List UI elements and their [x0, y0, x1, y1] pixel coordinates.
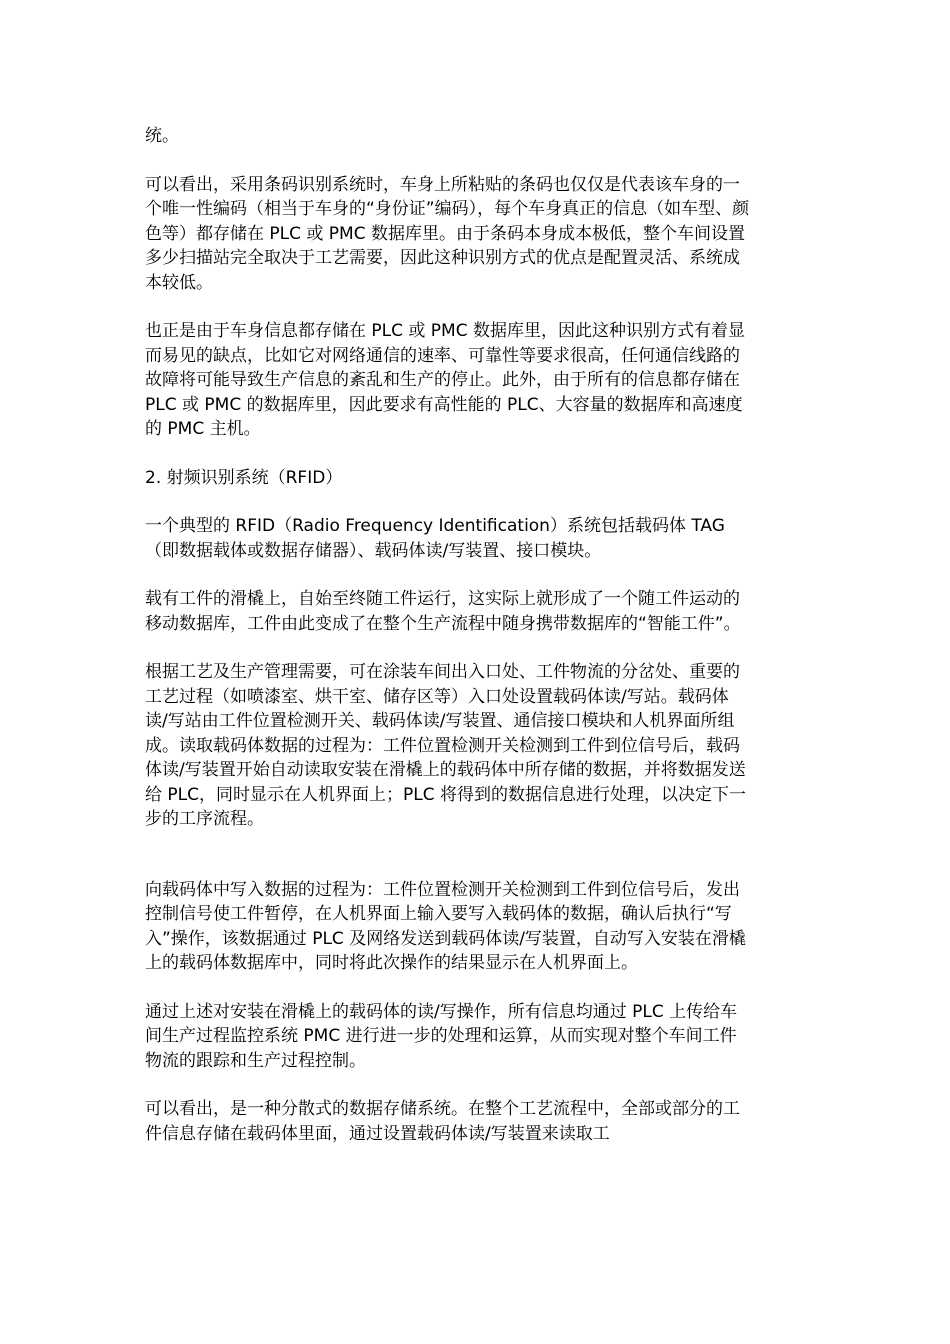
paragraph-smart-workpiece: 载有工件的滑橇上，自始至终随工件运行，这实际上就形成了一个随工件运动的移动数据库，工件由此变成了在整个生产流程中随身携带数据库的“智能工件”。 [145, 589, 741, 634]
paragraph-fragment: 统。 [145, 126, 179, 146]
section-heading-rfid: 2. 射频识别系统（RFID） [145, 467, 343, 488]
paragraph-write-process: 向载码体中写入数据的过程为：工件位置检测开关检测到工件到位信号后，发出控制信号使工件暂停，在人机界面上输入要写入载码体的数据，确认后执行“写入”操作，该数据通过 PLC 及网络发送到载码体读/写装置，自动写入安装在滑橇上的载码体数据库中，同时将此次操作的结果显示在人机界面上。 [145, 879, 746, 973]
document-page [145, 124, 750, 1146]
paragraph-distributed-storage: 可以看出，是一种分散式的数据存储系统。在整个工艺流程中，全部或部分的工件信息存储在载码体里面，通过设置载码体读/写装置来读取工 [145, 1099, 740, 1144]
paragraph-rfid-components: 一个典型的 RFID（Radio Frequency Identification）系统包括载码体 TAG（即数据载体或数据存储器）、载码体读/写装置、接口模块。 [145, 516, 725, 561]
paragraph-barcode-advantages: 可以看出，采用条码识别系统时，车身上所粘贴的条码也仅仅是代表该车身的一个唯一性编码（相当于车身的“身份证”编码），每个车身真正的信息（如车型、颜色等）都存储在 PLC 或 PMC 数据库里。由于条码本身成本极低，整个车间设置多少扫描站完全取决于工艺需要，因此这种识别方式的优点是配置灵活、系统成本较低。 [145, 174, 750, 293]
paragraph-read-process: 根据工艺及生产管理需要，可在涂装车间出入口处、工件物流的分岔处、重要的工艺过程（如喷漆室、烘干室、储存区等）入口处设置载码体读/写站。载码体读/写站由工件位置检测开关、载码体读/写装置、通信接口模块和人机界面所组成。读取载码体数据的过程为：工件位置检测开关检测到工件到位信号后，载码体读/写装置开始自动读取安装在滑橇上的载码体中所存储的数据，并将数据发送给 PLC，同时显示在人机界面上；PLC 将得到的数据信息进行处理，以决定下一步的工序流程。 [145, 662, 746, 829]
paragraph-barcode-disadvantages: 也正是由于车身信息都存储在 PLC 或 PMC 数据库里，因此这种识别方式有着显而易见的缺点，比如它对网络通信的速率、可靠性等要求很高，任何通信线路的故障将可能导致生产信息的紊乱和生产的停止。此外，由于所有的信息都存储在 PLC 或 PMC 的数据库里，因此要求有高性能的 PLC、大容量的数据库和高速度的 PMC 主机。 [145, 321, 745, 439]
paragraph-pmc-tracking: 通过上述对安装在滑橇上的载码体的读/写操作，所有信息均通过 PLC 上传给车间生产过程监控系统 PMC 进行进一步的处理和运算，从而实现对整个车间工件物流的跟踪和生产过程控制。 [145, 1001, 738, 1071]
